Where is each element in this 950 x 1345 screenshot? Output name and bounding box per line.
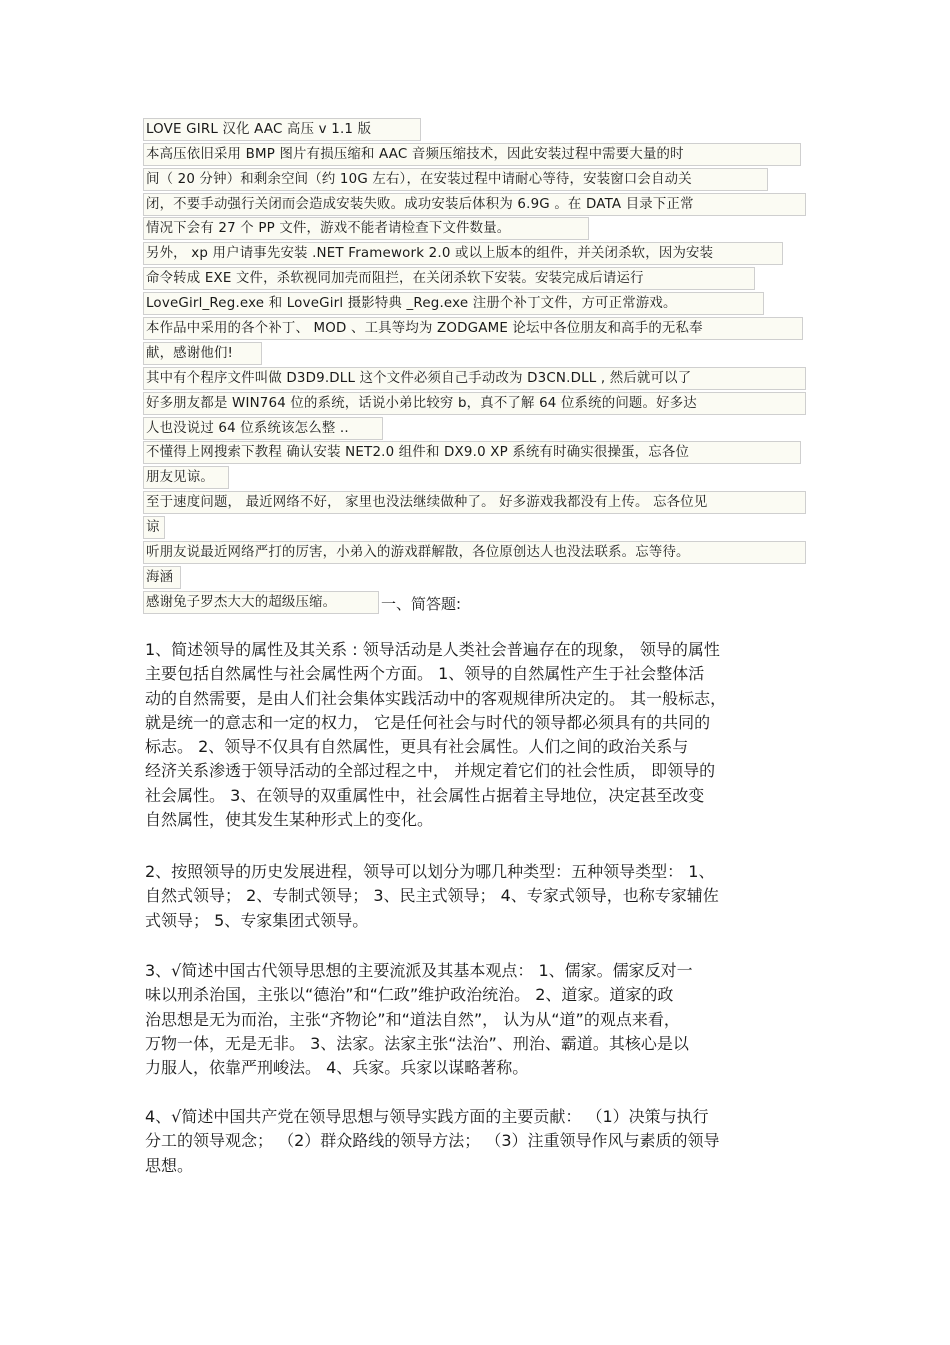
readme-line: 另外， xp 用户请事先安装 .NET Framework 2.0 或以上版本的组件，并关闭杀软，因为安装 — [143, 242, 783, 265]
answer-2-line: 2、按照领导的历史发展进程，领导可以划分为哪几种类型：五种领导类型： 1、 — [145, 862, 715, 881]
answer-3-line: 万物一体，无是无非。 3、法家。法家主张“法治”、刑治、霸道。其核心是以 — [145, 1033, 689, 1053]
readme-line: 感谢兔子罗杰大大的超级压缩。 — [143, 591, 379, 614]
readme-line: 人也没说过 64 位系统该怎么整 .. — [143, 417, 383, 440]
answer-1-line: 经济关系渗透于领导活动的全部过程之中， 并规定着它们的社会性质， 即领导的 — [145, 761, 716, 781]
readme-line: 命令转成 EXE 文件，杀软视同加壳而阻拦，在关闭杀软下安装。安装完成后请运行 — [143, 267, 755, 290]
answer-1-line: 自然属性，使其发生某种形式上的变化。 — [145, 810, 434, 830]
answer-1-line: 标志。 2、领导不仅具有自然属性，更具有社会属性。人们之间的政治关系与 — [145, 737, 689, 757]
readme-line: 听朋友说最近网络严打的厉害，小弟入的游戏群解散，各位原创达人也没法联系。忘等待。 — [143, 541, 806, 564]
answer-1-line: 动的自然需要，是由人们社会集体实践活动中的客观规律所决定的。 其一般标志， — [145, 688, 727, 708]
answer-1-line: 1、简述领导的属性及其关系 : 领导活动是人类社会普遍存在的现象， 领导的属性 — [145, 640, 720, 659]
readme-line: 间（ 20 分钟）和剩余空间（约 10G 左右），在安装过程中请耐心等待，安装窗口会自动关 — [143, 168, 768, 191]
readme-line: LOVE GIRL 汉化 AAC 高压 v 1.1 版 — [143, 118, 421, 141]
answer-4-line: 4、√简述中国共产党在领导思想与领导实践方面的主要贡献： （1）决策与执行 — [145, 1107, 709, 1126]
answer-2-line: 自然式领导； 2、专制式领导； 3、民主式领导； 4、专家式领导，也称专家辅佐 — [145, 886, 719, 906]
answer-2-line: 式领导； 5、专家集团式领导。 — [145, 910, 369, 930]
answer-3-line: 味以刑杀治国，主张以“德治”和“仁政”维护政治统治。 2、道家。道家的政 — [145, 985, 674, 1005]
readme-line: 海涵 — [143, 566, 181, 589]
readme-line: 本高压依旧采用 BMP 图片有损压缩和 AAC 音频压缩技术，因此安装过程中需要大量的时 — [143, 143, 801, 166]
readme-line: 其中有个程序文件叫做 D3D9.DLL 这个文件必须自己手动改为 D3CN.DLL , 然后就可以了 — [143, 367, 806, 390]
section-heading: 一、简答题: — [381, 595, 462, 613]
readme-line: 好多朋友都是 WIN764 位的系统，话说小弟比较穷 b，真不了解 64 位系统的问题。好多达 — [143, 392, 806, 415]
readme-line: 谅 — [143, 516, 165, 539]
readme-line: 不懂得上网搜索下教程 确认安装 NET2.0 组件和 DX9.0 XP 系统有时确实很操蛋，忘各位 — [143, 441, 801, 464]
readme-line: 闭，不要手动强行关闭而会造成安装失败。成功安装后体积为 6.9G 。在 DATA 目录下正常 — [143, 193, 806, 216]
answer-1-line: 社会属性。 3、在领导的双重属性中，社会属性占据着主导地位，决定甚至改变 — [145, 785, 705, 805]
answer-4 — [145, 1105, 810, 1178]
readme-line: 至于速度问题， 最近网络不好， 家里也没法继续做种了。 好多游戏我都没有上传。 忘各位见 — [143, 491, 806, 514]
answer-3-line: 3、√简述中国古代领导思想的主要流派及其基本观点： 1、儒家。儒家反对一 — [145, 961, 693, 980]
answer-4-line: 思想。 — [145, 1155, 194, 1175]
readme-line: 朋友见谅。 — [143, 466, 229, 489]
answer-4-line: 分工的领导观念； （2）群众路线的领导方法； （3）注重领导作风与素质的领导 — [145, 1131, 720, 1151]
answer-2 — [145, 860, 810, 933]
answer-1 — [145, 638, 810, 832]
answer-3-line: 力服人，依靠严刑峻法。 4、兵家。兵家以谋略著称。 — [145, 1058, 529, 1078]
answer-3-line: 治思想是无为而治，主张“齐物论”和“道法自然”， 认为从“道”的观点来看， — [145, 1009, 680, 1029]
answer-1-line: 主要包括自然属性与社会属性两个方面。 1、领导的自然属性产生于社会整体活 — [145, 664, 705, 684]
readme-line: LoveGirl_Reg.exe 和 LoveGirl 摄影特典 _Reg.exe 注册个补丁文件，方可正常游戏。 — [143, 292, 764, 315]
readme-line: 情况下会有 27 个 PP 文件，游戏不能者请检查下文件数量。 — [143, 217, 589, 240]
readme-line: 本作品中采用的各个补丁、 MOD 、工具等均为 ZODGAME 论坛中各位朋友和高手的无私奉 — [143, 317, 803, 340]
answer-3 — [145, 959, 810, 1080]
readme-line: 献，感谢他们! — [143, 342, 262, 365]
answer-1-line: 就是统一的意志和一定的权力， 它是任何社会与时代的领导都必须具有的共同的 — [145, 712, 711, 732]
